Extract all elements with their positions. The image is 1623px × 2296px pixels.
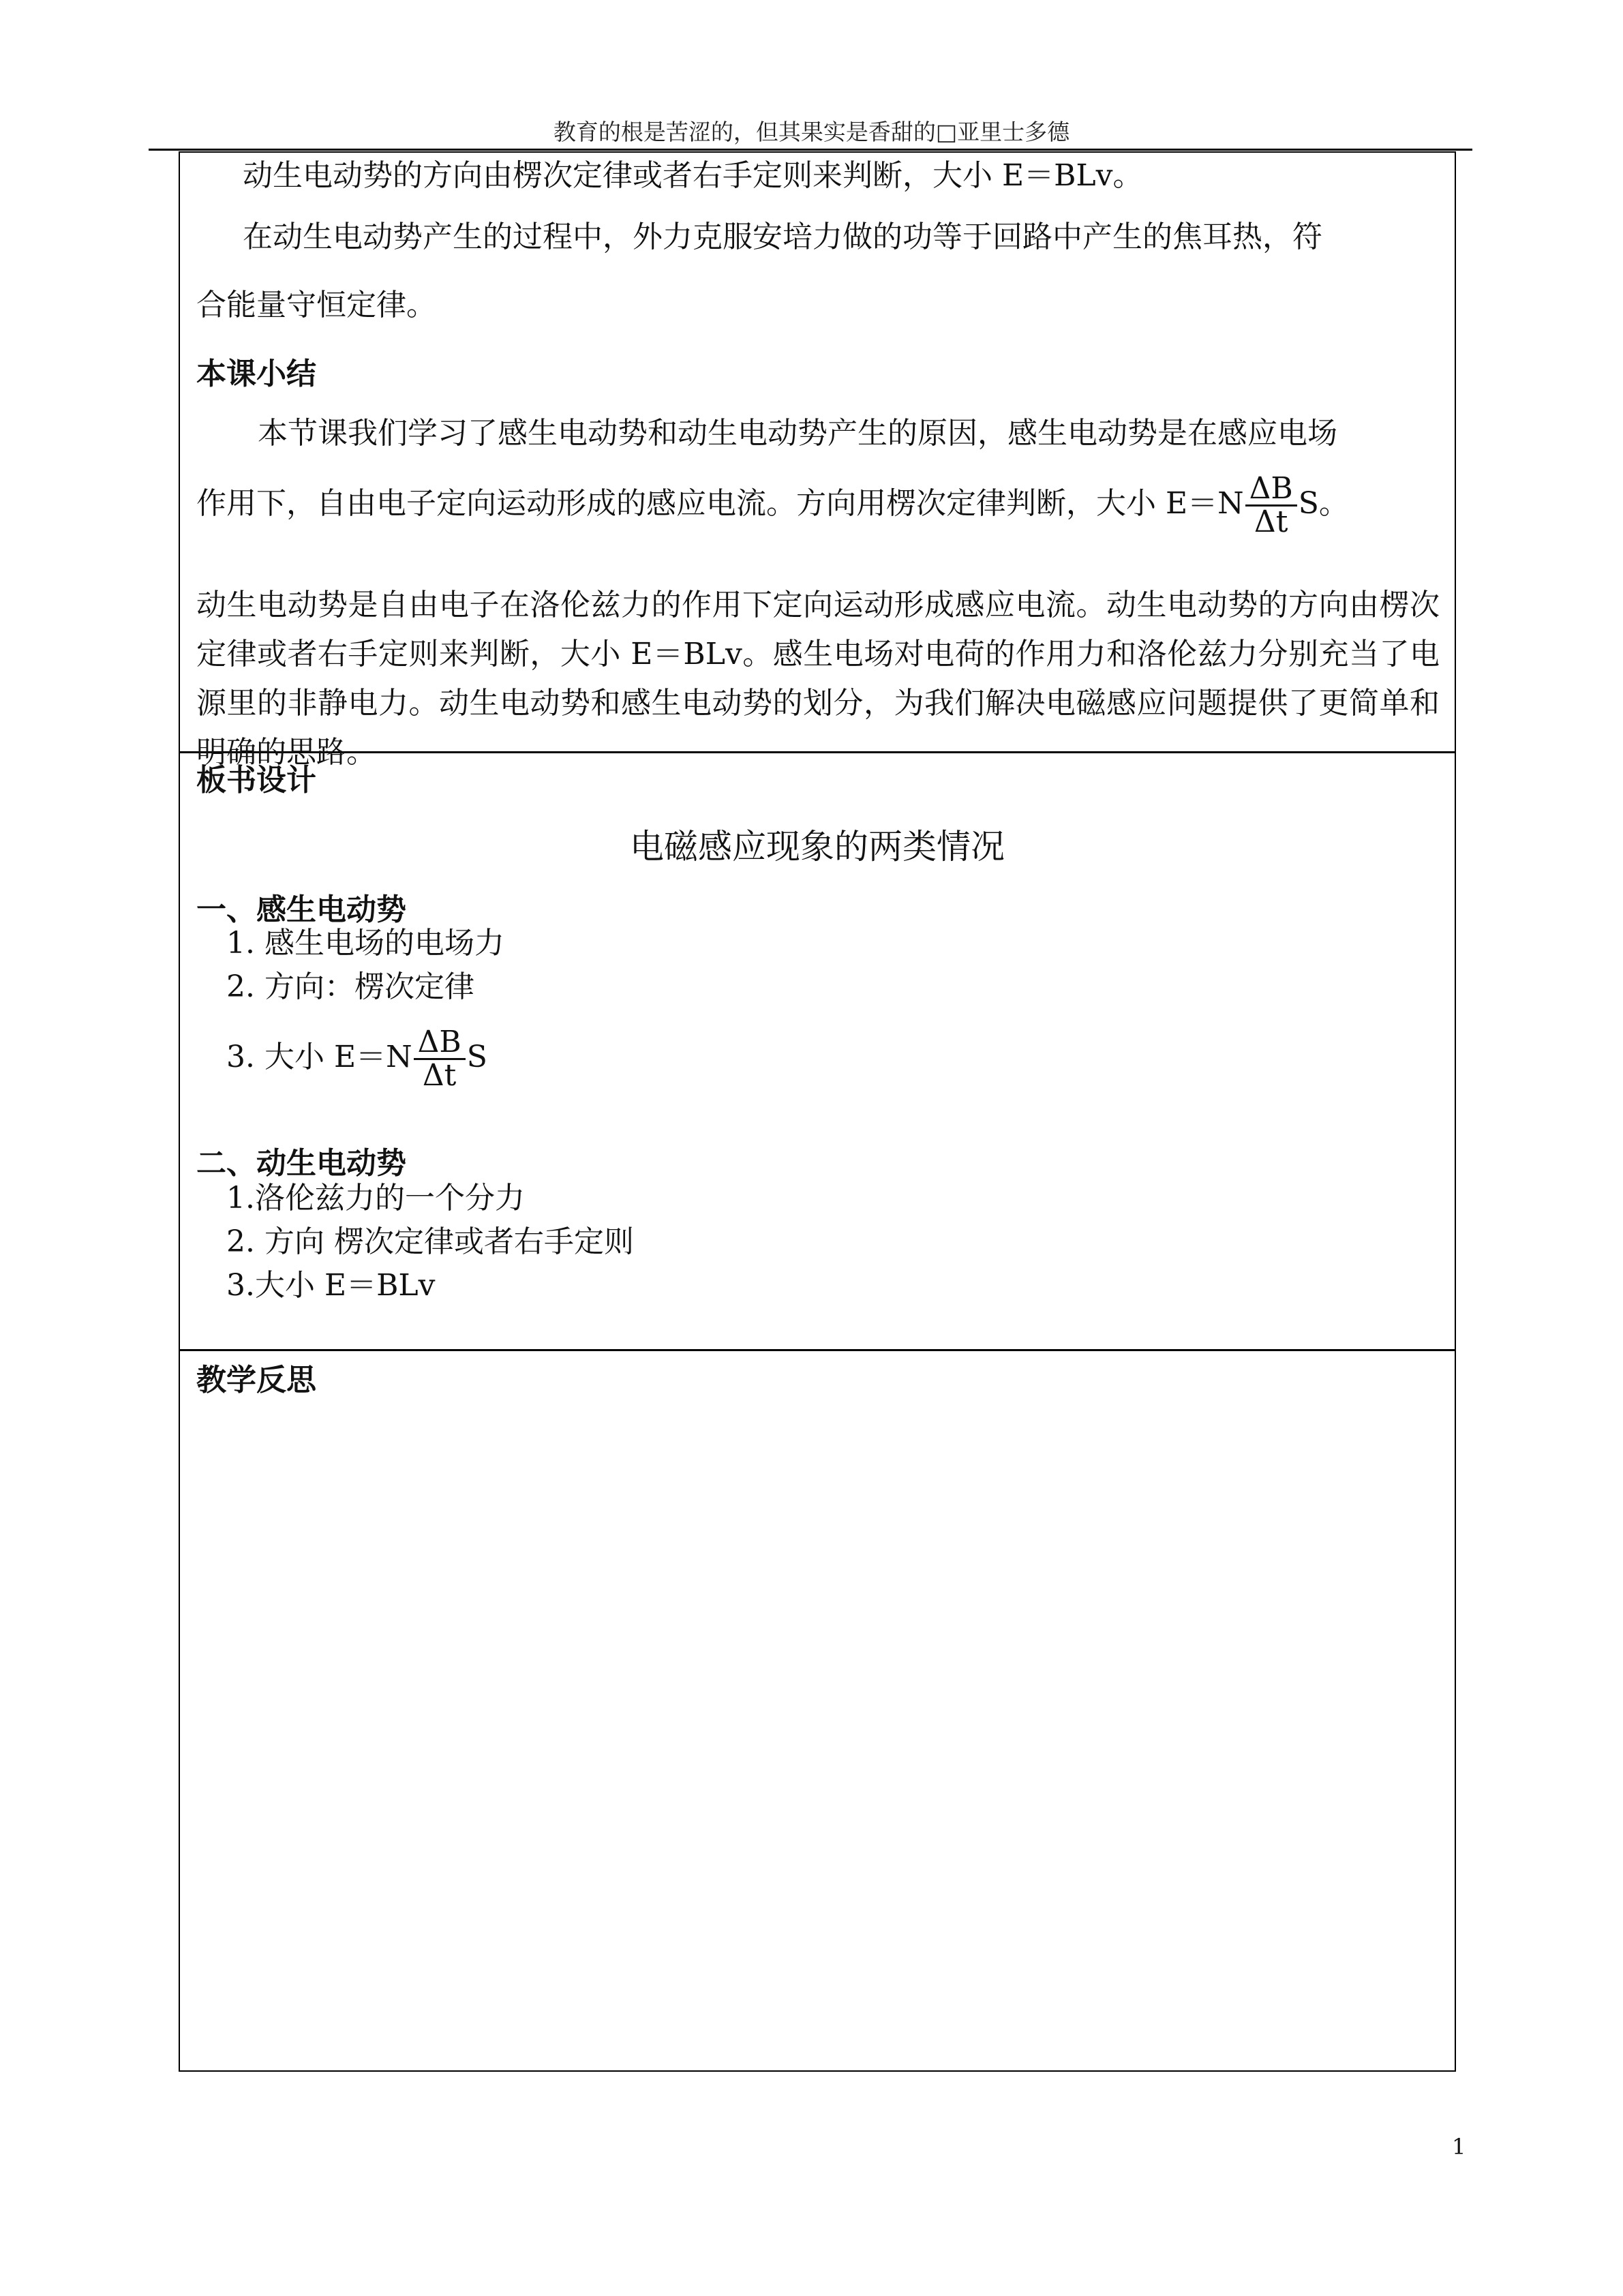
delta-b-over-delta-t-fraction (414, 1027, 466, 1091)
fraction-numerator: ΔB (1245, 473, 1297, 507)
summary-paragraph: 动生电动势是自由电子在洛伦兹力的作用下定向运动形成感应电流。动生电动势的方向由楞次定律或者右手定则来判断，大小 E＝BLv。感生电场对电荷的作用力和洛伦兹力分别充当了电源里的非静电力。动生电动势和感生电动势的划分，为我们解决电磁感应问题提供了更简单和明确的思路。 (196, 588, 1440, 770)
header-rule (149, 149, 1472, 151)
part1-item-3-text: 3. 大小 E＝N (226, 1040, 412, 1075)
header-motto: 教育的根是苦涩的，但其果实是香甜的□亚里士多德 (553, 119, 1070, 145)
board-design-heading: 板书设计 (196, 763, 316, 798)
part1-heading: 一、感生电动势 (196, 892, 406, 927)
summary-line-1: 本节课我们学习了感生电动势和动生电动势产生的原因，感生电动势是在感应电场 (258, 416, 1337, 451)
board-title: 电磁感应现象的两类情况 (630, 827, 1005, 866)
page-number: 1 (1452, 2134, 1466, 2160)
summary-line-2-text: 作用下，自由电子定向运动形成的感应电流。方向用楞次定律判断，大小 E＝N (196, 486, 1244, 522)
part2-heading: 二、动生电动势 (196, 1146, 406, 1181)
fraction-denominator: Δt (1254, 504, 1288, 540)
part2-item-1: 1.洛伦兹力的一个分力 (226, 1181, 525, 1215)
summary-line-2 (196, 473, 1349, 538)
energy-conservation-text-1: 在动生电动势产生的过程中，外力克服安培力做的功等于回路中产生的焦耳热，符 (243, 220, 1322, 254)
motional-emf-direction-text: 动生电动势的方向由楞次定律或者右手定则来判断，大小 E＝BLv。 (243, 158, 1143, 193)
part2-item-3: 3.大小 E＝BLv (226, 1268, 436, 1303)
part1-item-3-end: S (466, 1040, 487, 1075)
lesson-table (179, 151, 1456, 2072)
part1-item-3 (226, 1027, 487, 1091)
part1-item-1: 1. 感生电场的电场力 (226, 926, 504, 961)
energy-conservation-text-2: 合能量守恒定律。 (196, 288, 436, 322)
row-divider (180, 1349, 1455, 1351)
summary-heading: 本课小结 (196, 357, 316, 391)
part2-item-2: 2. 方向 楞次定律或者右手定则 (226, 1224, 634, 1259)
fraction-denominator: Δt (422, 1058, 457, 1093)
part1-item-2: 2. 方向：楞次定律 (226, 969, 474, 1004)
delta-b-over-delta-t-fraction (1245, 473, 1297, 538)
fraction-numerator: ΔB (414, 1027, 466, 1060)
teaching-reflection-heading: 教学反思 (196, 1363, 316, 1398)
summary-line-2-end: S。 (1298, 486, 1349, 522)
